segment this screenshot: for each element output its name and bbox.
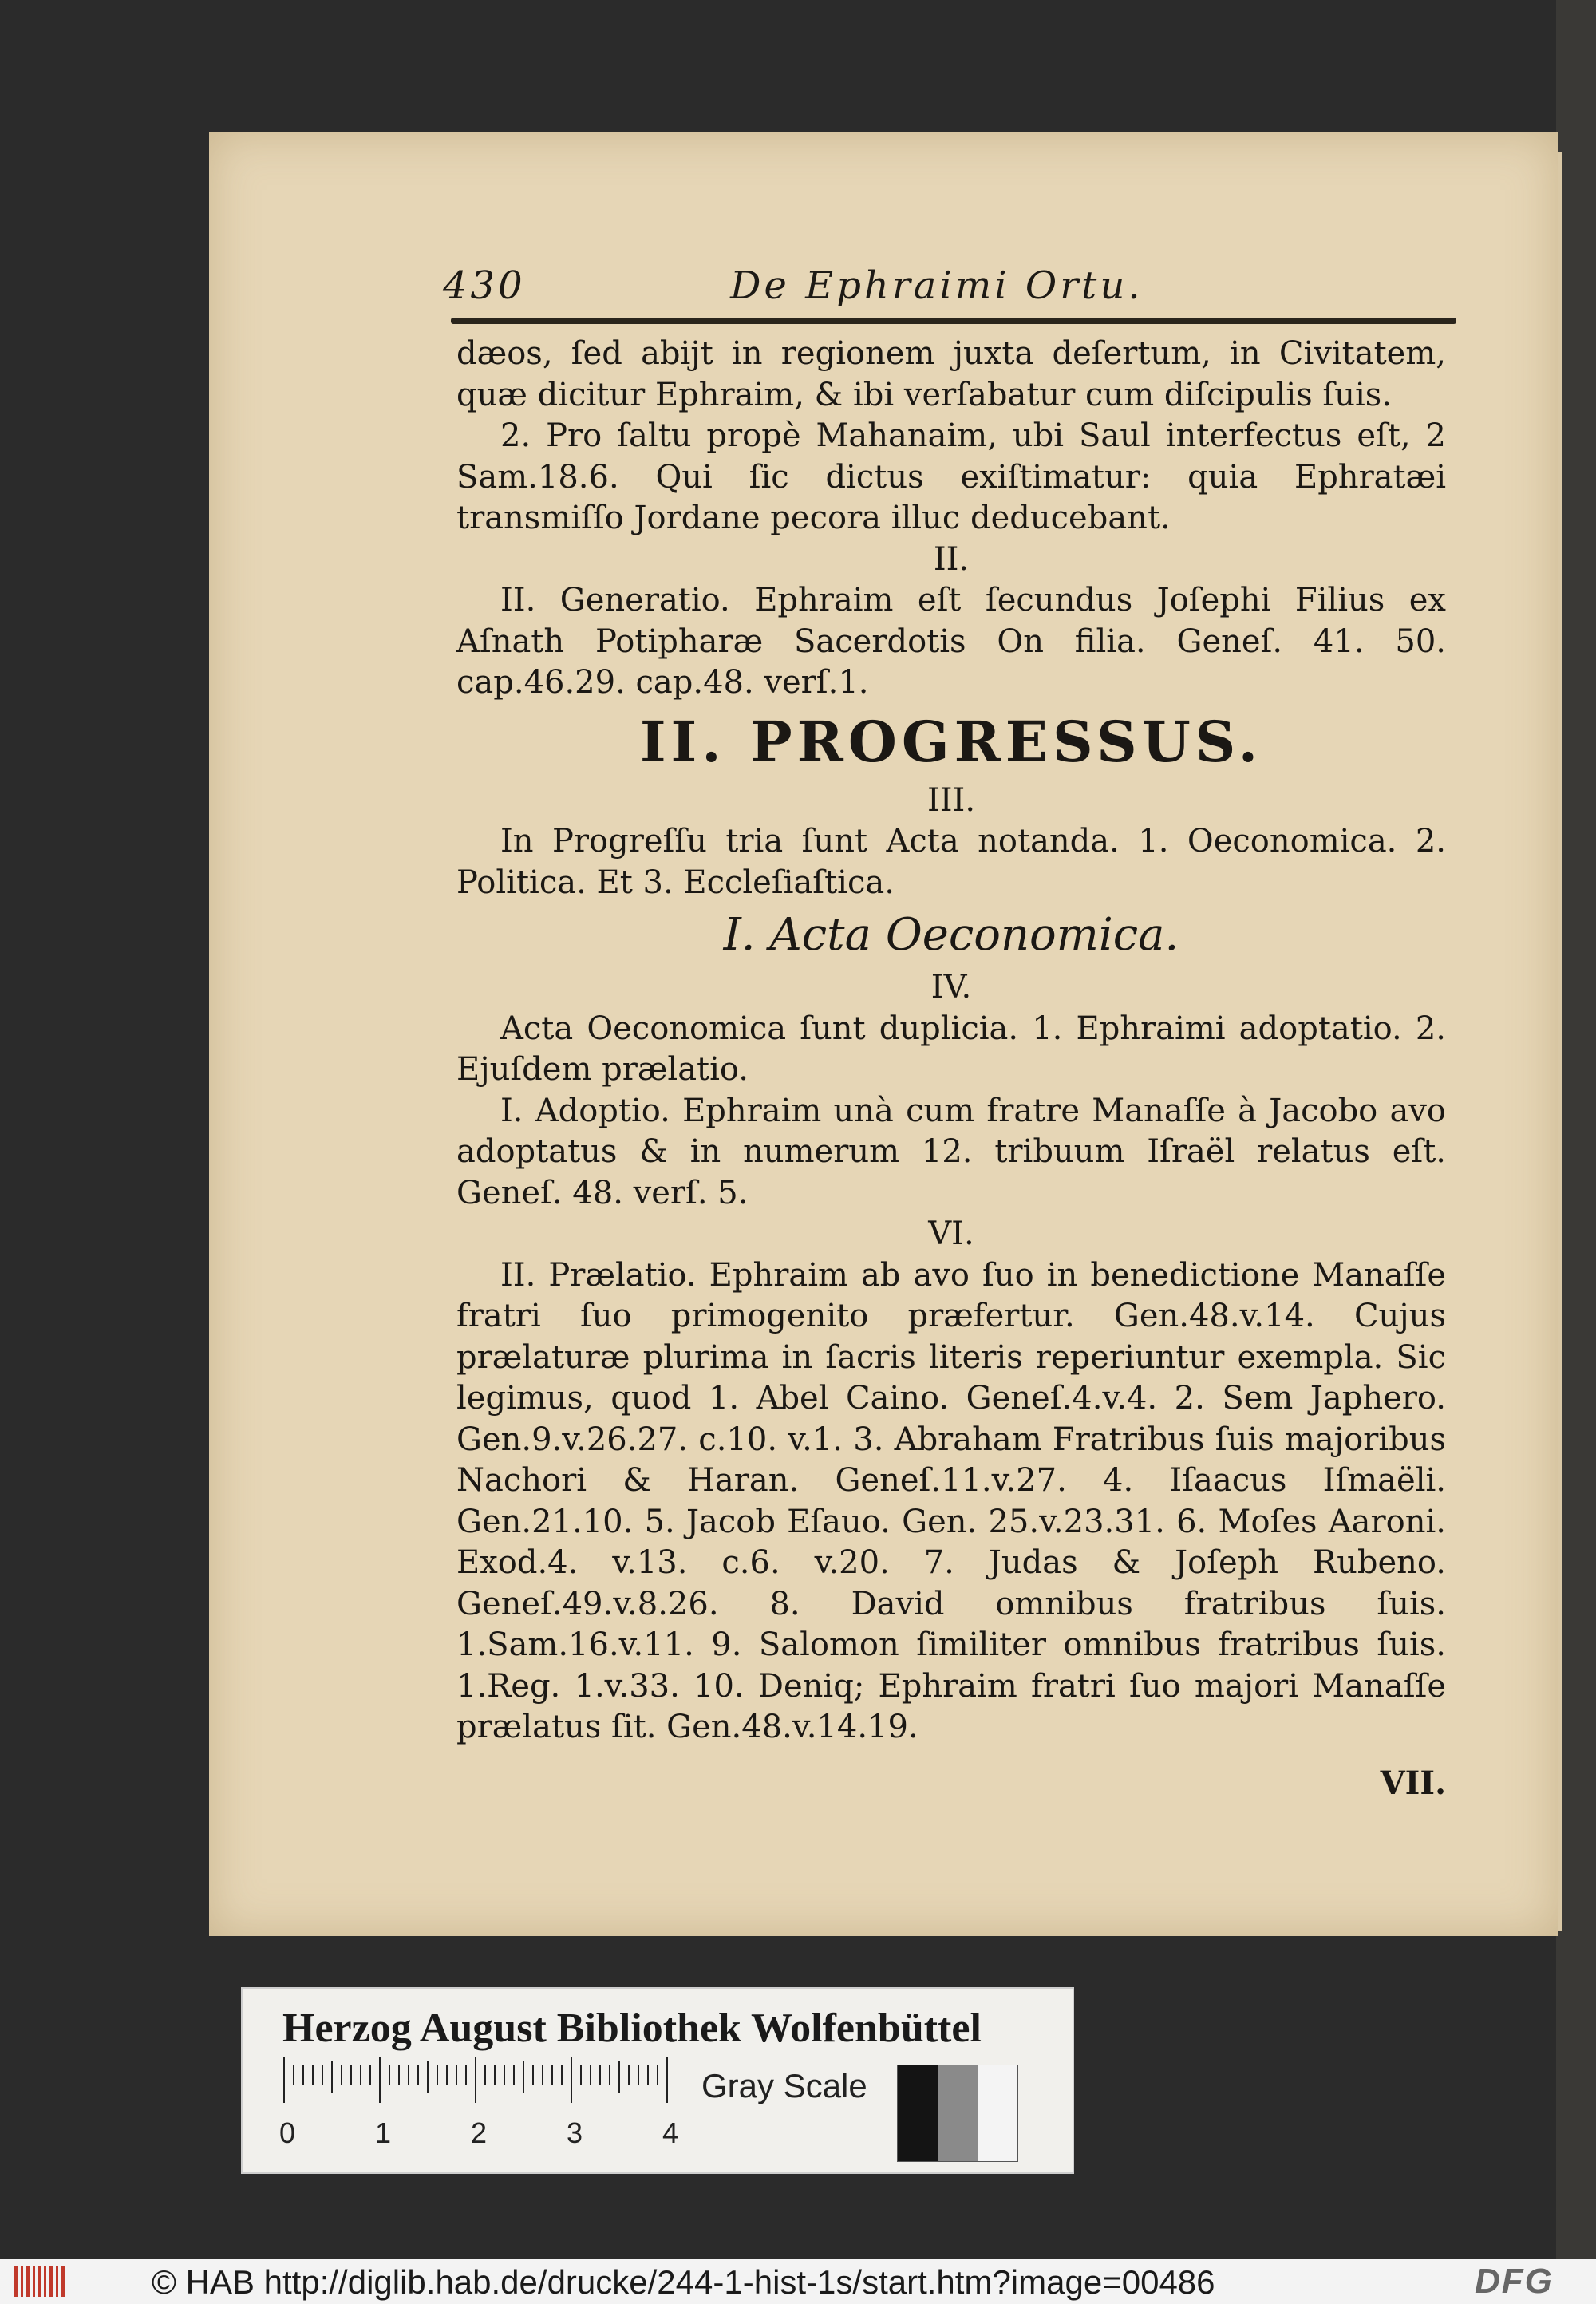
paragraph: I. Adoptio. Ephraim unà cum fratre Manaſſe à Jacobo avo adoptatus & in numerum 12. tribuum Iſraël relatus eſt. Geneſ. 48. verſ. 5. — [456, 1092, 1446, 1211]
copyright-link[interactable]: © HAB http://diglib.hab.de/drucke/244-1-hist-1s/start.htm?image=00486 — [152, 2263, 1215, 2301]
library-name: Herzog August Bibliothek Wolfenbüttel — [282, 2006, 982, 2051]
ruler-tick-label: 1 — [375, 2116, 392, 2149]
section-number: VI. — [928, 1215, 974, 1252]
paragraph: In Progreſſu tria ſunt Acta notanda. 1. Oeconomica. 2. Politica. Et 3. Eccleſiaſtica. — [456, 823, 1446, 901]
ruler-tick-label: 4 — [662, 2116, 679, 2149]
paragraph: II. Generatio. Ephraim eſt ſecundus Joſephi Filius ex Aſnath Potipharæ Sacerdotis On filia. Geneſ. 41. 50. cap.46.29. cap.48. verſ.1. — [456, 582, 1446, 701]
scale-ruler — [279, 2057, 699, 2152]
subheading: I. Acta Oeconomica. — [723, 909, 1179, 961]
page-text — [456, 334, 1446, 1804]
barcode-icon — [14, 2266, 69, 2297]
running-head: De Ephraimi Ortu. — [730, 263, 1144, 308]
gray-scale-swatches — [897, 2065, 1018, 2162]
section-heading: II. PROGRESSUS. — [639, 708, 1263, 775]
section-number: II. — [933, 540, 970, 578]
adjacent-page-strip — [1556, 0, 1596, 2259]
section-number: IV. — [930, 969, 972, 1006]
swatch-gray — [938, 2065, 978, 2161]
ruler-tick-label: 3 — [567, 2116, 583, 2149]
dfg-logo: DFG — [1475, 2262, 1554, 2301]
paragraph: Acta Oeconomica ſunt duplicia. 1. Ephraimi adoptatio. 2. Ejuſdem prælatio. — [456, 1010, 1446, 1088]
ruler-tick-label: 0 — [279, 2116, 296, 2149]
swatch-black — [898, 2065, 938, 2161]
paragraph: II. Prælatio. Ephraim ab avo ſuo in benedictione Manaſſe fratri ſuo primogenito præfertur. Gen.48.v.14. Cujus prælaturæ plurima in ſacris literis reperiuntur exempla. Sic legimus, quod 1. Abel Caino. Geneſ.4.v.4. 2. Sem Japhero. Gen.9.v.26.27. c.10. v.1. 3. Abraham Fratribus ſuis majoribus Nachori & Haran. Geneſ.11.v.27. 4. Iſaacus Iſmaëli. Gen.21.10. 5. Jacob Eſauo. Gen. 25.v.23.31. 6. Moſes Aaroni. Exod.4. v.13. c.6. v.20. 7. Judas & Joſeph Rubeno. Geneſ.49.v.8.26. 8. David omnibus fratribus ſuis. 1.Sam.16.v.11. 9. Salomon ſimiliter omnibus fratribus ſuis. 1.Reg. 1.v.33. 10. Deniq; Ephraim fratri ſuo majori Manaſſe prælatus ſit. Gen.48.v.14.19. — [456, 1256, 1446, 1745]
swatch-white — [978, 2065, 1017, 2161]
page-number: 430 — [443, 263, 526, 308]
gray-scale-label: Gray Scale — [701, 2067, 867, 2104]
library-color-card — [241, 1987, 1074, 2174]
ruler-tick-label: 2 — [471, 2116, 488, 2149]
catchword: VII. — [1380, 1764, 1446, 1802]
section-number: III. — [926, 781, 976, 819]
page-header — [443, 263, 1456, 319]
header-rule — [451, 318, 1456, 324]
paragraph: dæos, ſed abijt in regionem juxta deſertum, in Civitatem, quæ dicitur Ephraim, & ibi verſabatur cum diſcipulis ſuis. — [456, 335, 1446, 413]
paragraph: 2. Pro ſaltu propè Mahanaim, ubi Saul interfectus eſt, 2 Sam.18.6. Qui ſic dictus exiſtimatur: quia Ephratæi transmiſſo Jordane pecora illuc deducebant. — [456, 417, 1446, 536]
